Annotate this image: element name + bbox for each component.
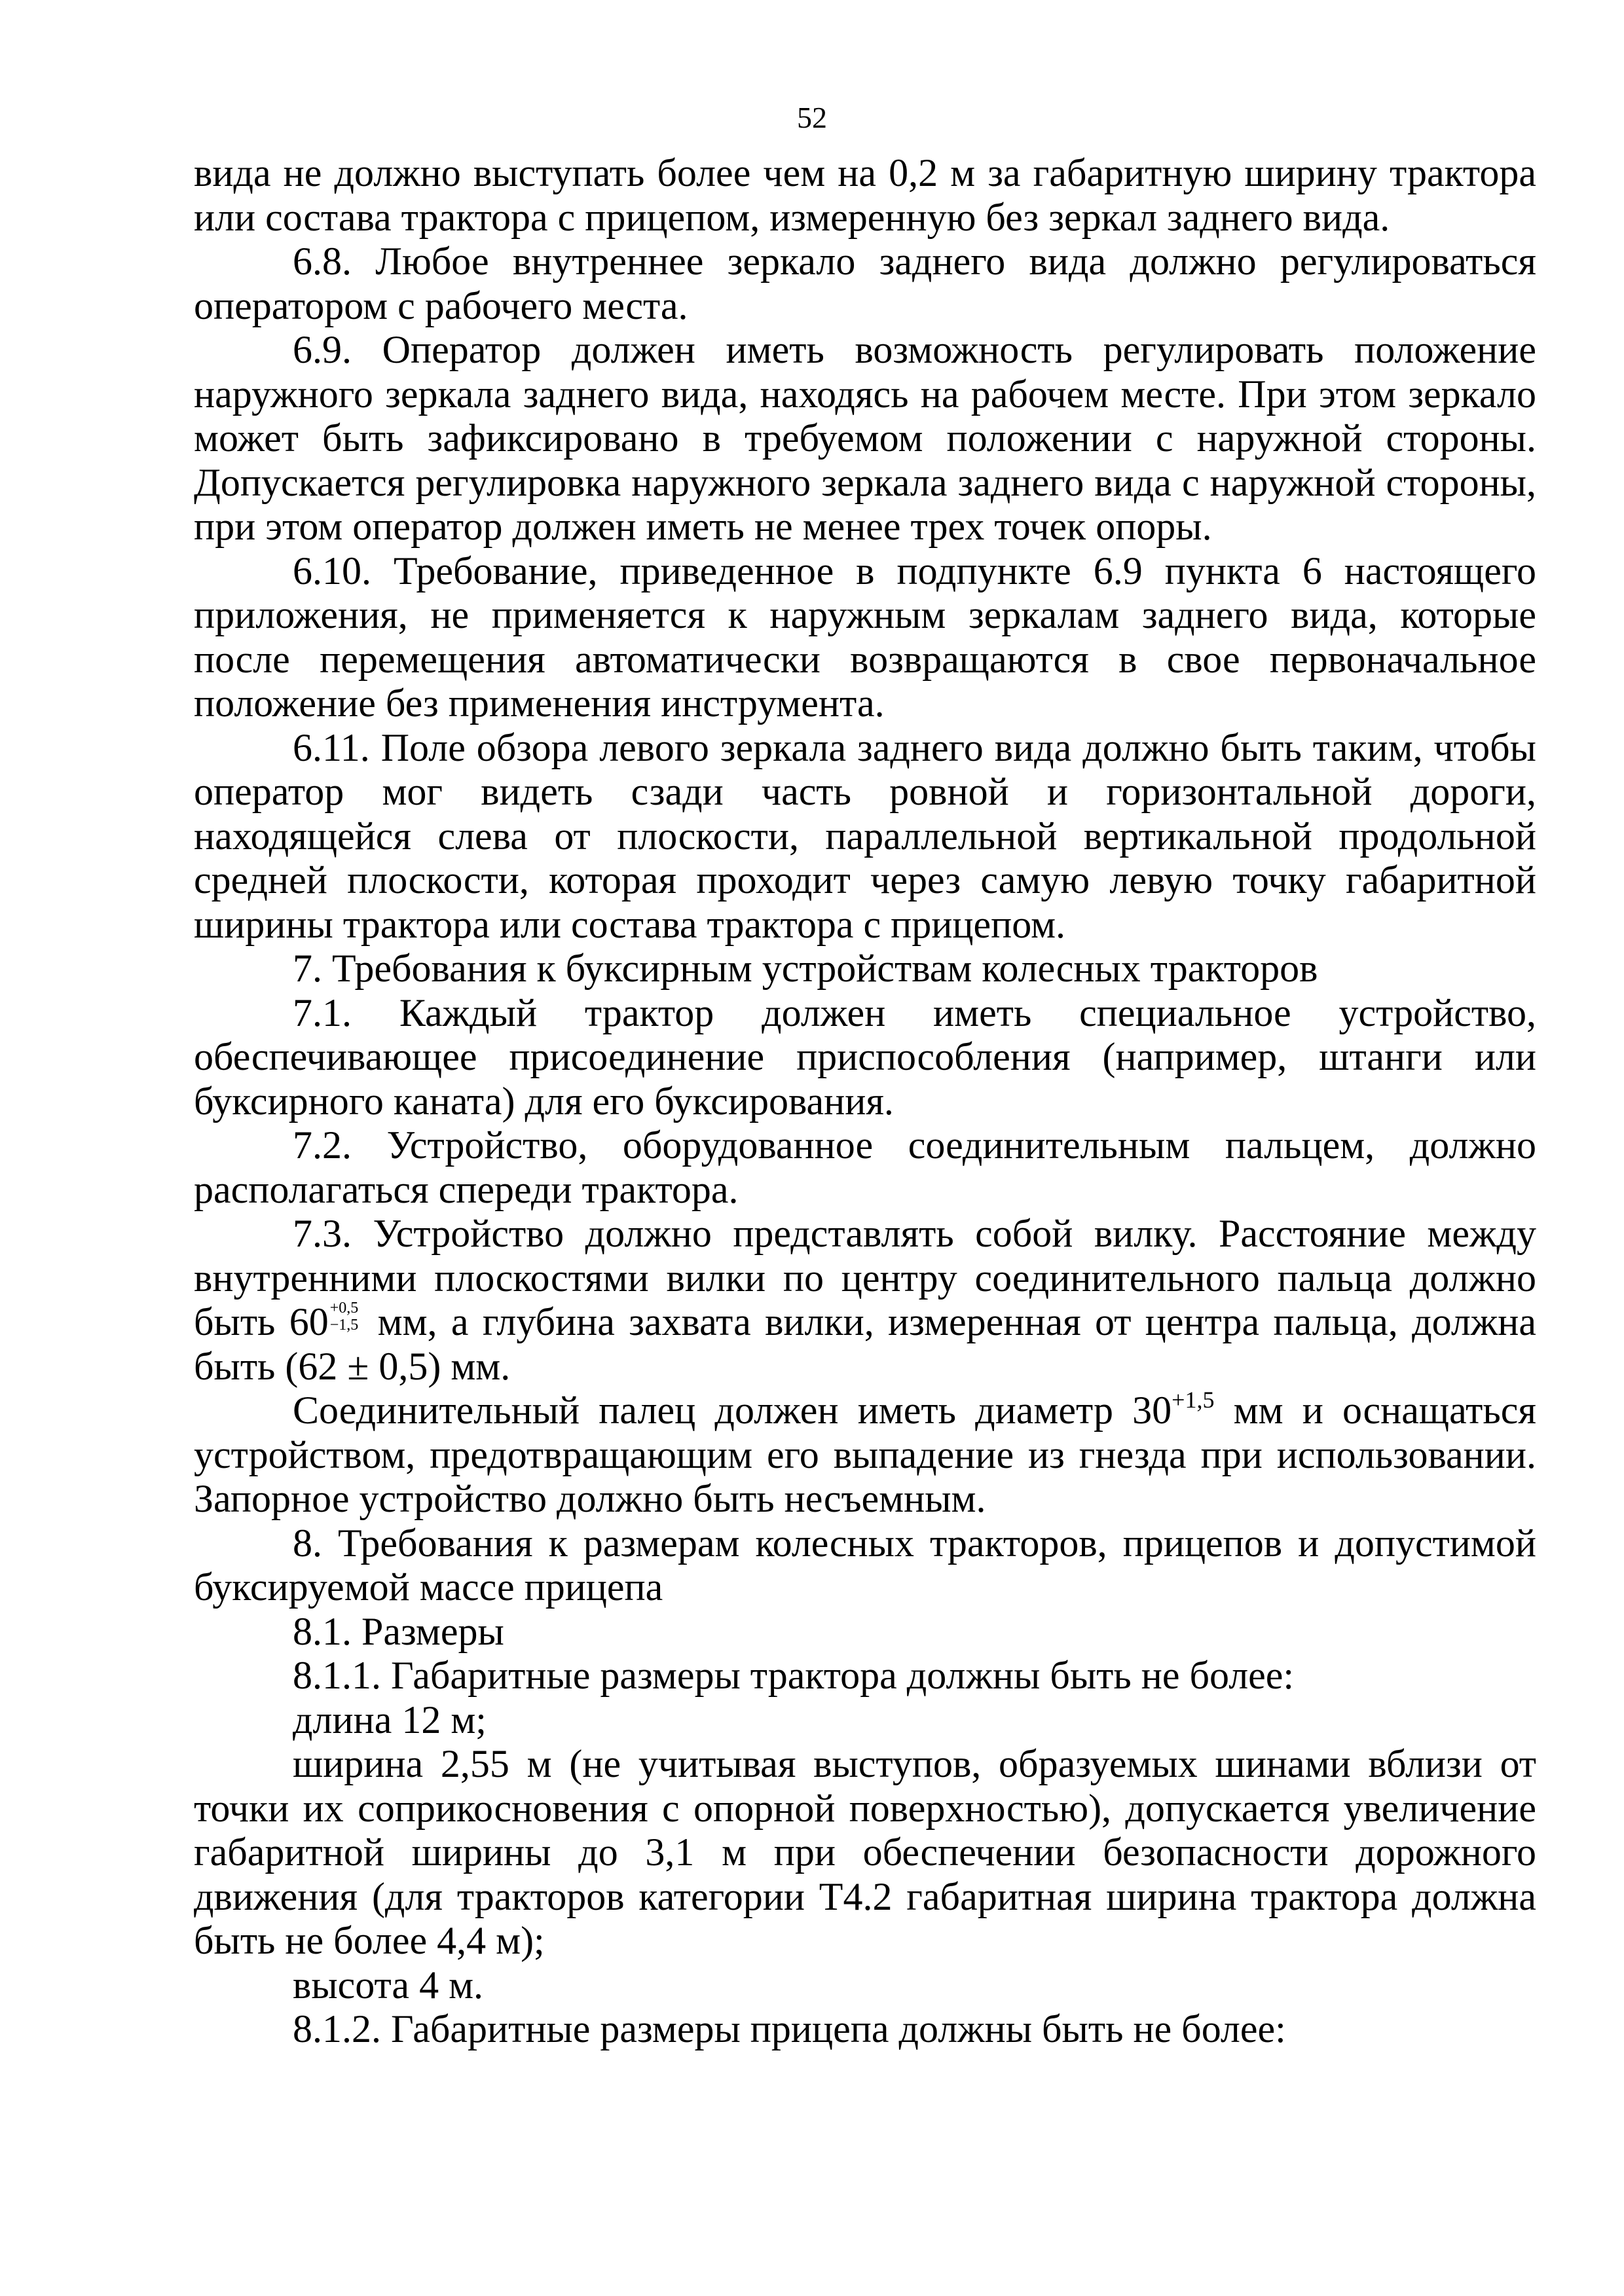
tolerance-lower: −1,5 [329, 1317, 359, 1334]
tolerance-upper: +0,5 [329, 1300, 359, 1317]
paragraph-7-3 [194, 1212, 1536, 1389]
paragraph-7-3-text-end: мм, а глубина захвата вилки, измеренная от центра пальца, должна быть (62 ± 0,5) мм. [194, 1300, 1536, 1388]
subsection-heading-8-1: 8.1. Размеры [293, 1609, 504, 1653]
list-item-width: ширина 2,55 м (не учитывая выступов, образуемых шинами вблизи от точки их соприкосновения с опорной поверхностью), допускается увеличение габаритной ширины до 3,1 м при обеспечении безопасности дорожного движения (для тракторов категории Т4.2 габаритная ширина трактора должна быть не более 4,4 м); [194, 1742, 1536, 1962]
paragraph-6-10: 6.10. Требование, приведенное в подпункте 6.9 пункта 6 настоящего приложения, не применяется к наружным зеркалам заднего вида, которые после перемещения автоматически возвращаются в свое первоначальное положение без применения инструмента. [194, 549, 1536, 725]
list-item-height: высота 4 м. [293, 1963, 484, 2007]
section-heading-8: 8. Требования к размерам колесных тракторов, прицепов и допустимой буксируемой массе прицепа [194, 1521, 1536, 1609]
paragraph-8-1-2: 8.1.2. Габаритные размеры прицепа должны быть не более: [293, 2007, 1286, 2050]
paragraph: вида не должно выступать более чем на 0,2 м за габаритную ширину трактора или состава трактора с прицепом, измеренную без зеркал заднего вида. [194, 151, 1536, 239]
paragraph-pin [194, 1389, 1536, 1522]
paragraph-7-2: 7.2. Устройство, оборудованное соединительным пальцем, должно располагаться спереди трактора. [194, 1123, 1536, 1211]
list-item-length: длина 12 м; [293, 1698, 487, 1741]
section-heading-7: 7. Требования к буксирным устройствам колесных тракторов [293, 947, 1318, 990]
tolerance-fraction [330, 1300, 359, 1334]
diameter-tolerance-superscript: +1,5 [1172, 1387, 1215, 1413]
document-body [194, 151, 1536, 2052]
page-number: 52 [797, 101, 827, 134]
paragraph-7-3-text-start: 7.3. Устройство должно представлять собой вилку. Расстояние между внутренними плоскостями вилки по центру соединительного пальца должно быть 60 [194, 1212, 1536, 1343]
paragraph-pin-text-start: Соединительный палец должен иметь диаметр 30 [293, 1389, 1172, 1432]
paragraph-6-8: 6.8. Любое внутреннее зеркало заднего вида должно регулироваться оператором с рабочего места. [194, 240, 1536, 327]
paragraph-6-11: 6.11. Поле обзора левого зеркала заднего вида должно быть таким, чтобы оператор мог видеть сзади часть ровной и горизонтальной дороги, находящейся слева от плоскости, параллельной вертикальной продольной средней плоскости, которая проходит через самую левую точку габаритной ширины трактора или состава трактора с прицепом. [194, 725, 1536, 946]
paragraph-7-1: 7.1. Каждый трактор должен иметь специальное устройство, обеспечивающее присоединение приспособления (например, штанги или буксирного каната) для его буксирования. [194, 991, 1536, 1123]
paragraph-8-1-1: 8.1.1. Габаритные размеры трактора должны быть не более: [293, 1654, 1295, 1697]
paragraph-pin-text-end: мм и оснащаться устройством, предотвращающим его выпадение из гнезда при использовании. Запорное устройство должно быть несъемным. [194, 1389, 1536, 1520]
paragraph-6-9: 6.9. Оператор должен иметь возможность регулировать положение наружного зеркала заднего вида, находясь на рабочем месте. При этом зеркало может быть зафиксировано в требуемом положении с наружной стороны. Допускается регулировка наружного зеркала заднего вида с наружной стороны, при этом оператор должен иметь не менее трех точек опоры. [194, 328, 1536, 548]
